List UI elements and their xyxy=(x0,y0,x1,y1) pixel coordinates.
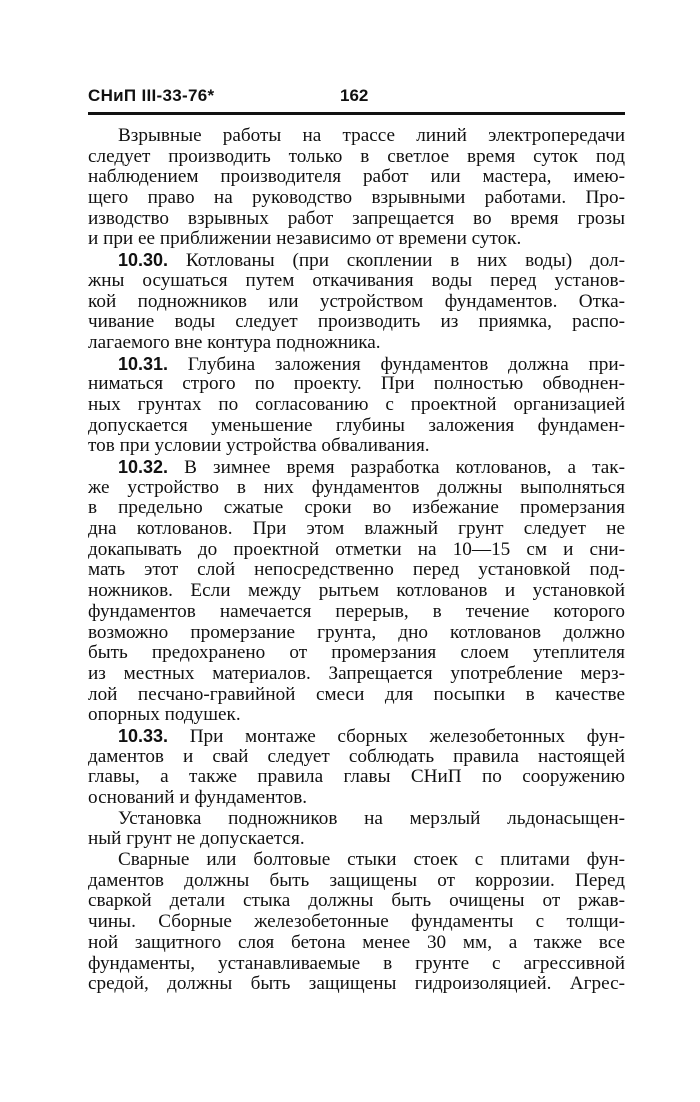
text-line: докапывать до проектной отметки на 10—15 см и сни- xyxy=(88,538,625,560)
text-line: в предельно сжатые сроки во избежание промерзания xyxy=(88,497,625,519)
text-line: Взрывные работы на трассе линий электропередачи xyxy=(118,125,625,146)
text-line: даментов должны быть защищены от коррозии. Перед xyxy=(88,869,625,891)
paragraph-10-30 xyxy=(88,250,625,353)
paragraph xyxy=(88,850,625,995)
text-line: мать этот слой непосредственно перед установкой под- xyxy=(88,559,625,581)
text-line: фундаментов намечается перерыв, в течение которого xyxy=(88,600,625,622)
text-line: наблюдением производителя работ или мастера, имею- xyxy=(88,166,625,188)
paragraph-10-32 xyxy=(88,457,625,726)
text-line: главы, а также правила главы СНиП по сооружению xyxy=(88,766,625,788)
text-line: чины. Сборные железобетонные фундаменты с толщи- xyxy=(88,911,625,933)
text-line: ножников. Если между рытьем котлованов и установкой xyxy=(88,580,625,602)
text-line: и при ее приближении независимо от времени суток. xyxy=(88,228,522,250)
text-line: ных грунтах по согласованию с проектной организацией xyxy=(88,393,625,415)
text-line xyxy=(88,250,625,271)
document-code: СНиП III-33-76* xyxy=(88,86,215,105)
text-line: допускается уменьшение глубины заложения фундамен- xyxy=(88,414,625,436)
text-line: из местных материалов. Запрещается употребление мерз- xyxy=(88,662,625,684)
clause-number: 10.33. xyxy=(118,725,169,746)
text-line: Установка подножников на мерзлый льдонасыщен- xyxy=(118,807,625,829)
text-line-content: При монтаже сборных железобетонных фун- xyxy=(168,725,625,747)
text-line: быть предохранено от промерзания слоем утеплителя xyxy=(88,642,625,664)
text-line: ный грунт не допускается. xyxy=(88,828,305,850)
page-header xyxy=(88,86,625,112)
paragraph-10-33 xyxy=(88,726,625,809)
text-line: лой песчано-гравийной смеси для посыпки в качестве xyxy=(88,683,625,705)
text-line: же устройство в них фундаментов должны выполняться xyxy=(88,476,625,498)
text-line: средой, должны быть защищены гидроизоляцией. Агрес- xyxy=(88,973,625,995)
text-line: ной защитного слоя бетона менее 30 мм, а также все xyxy=(88,931,625,953)
text-line: тов при условии устройства обваливания. xyxy=(88,435,430,457)
text-line: возможно промерзание грунта, дно котлованов должно xyxy=(88,621,625,643)
paragraph xyxy=(88,126,625,250)
text-line: жны осушаться путем откачивания воды перед установ- xyxy=(88,269,625,291)
header-rule xyxy=(88,112,625,115)
page-number: 162 xyxy=(340,86,369,105)
text-line: сваркой детали стыка должны быть очищены от ржав- xyxy=(88,890,625,912)
text-line xyxy=(88,354,625,375)
text-line: дна котлованов. При этом влажный грунт следует не xyxy=(88,518,625,540)
clause-number: 10.30. xyxy=(118,250,169,271)
text-line-content: В зимнее время разработка котлованов, а так- xyxy=(168,457,625,478)
text-line-content: Глубина заложения фундаментов должна при- xyxy=(168,353,625,375)
paragraph-10-31 xyxy=(88,354,625,457)
text-line-content: Котлованы (при скоплении в них воды) дол- xyxy=(168,250,625,272)
body-text xyxy=(88,126,625,995)
text-line xyxy=(88,726,625,747)
text-line: лагаемого вне контура подножника. xyxy=(88,331,381,353)
text-line: изводство взрывных работ запрещается во время грозы xyxy=(88,207,625,229)
text-line: следует производить только в светлое время суток под xyxy=(88,145,625,167)
text-line: ниматься строго по проекту. При полностью обводнен- xyxy=(88,373,625,395)
text-line: щего право на руководство взрывными работами. Про- xyxy=(88,187,625,209)
clause-number: 10.32. xyxy=(118,457,169,477)
text-line: опорных подушек. xyxy=(88,704,241,726)
clause-number: 10.31. xyxy=(118,353,169,374)
paragraph xyxy=(88,809,625,850)
text-line xyxy=(88,457,625,478)
text-line: фундаменты, устанавливаемые в грунте с агрессивной xyxy=(88,952,625,974)
text-line: даментов и свай следует соблюдать правила настоящей xyxy=(88,745,625,767)
text-line: чивание воды следует производить из приямка, распо- xyxy=(88,311,625,333)
text-line: оснований и фундаментов. xyxy=(88,787,308,808)
text-line: Сварные или болтовые стыки стоек с плитами фун- xyxy=(118,849,625,871)
text-line: кой подножников или устройством фундаментов. Отка- xyxy=(88,290,625,312)
